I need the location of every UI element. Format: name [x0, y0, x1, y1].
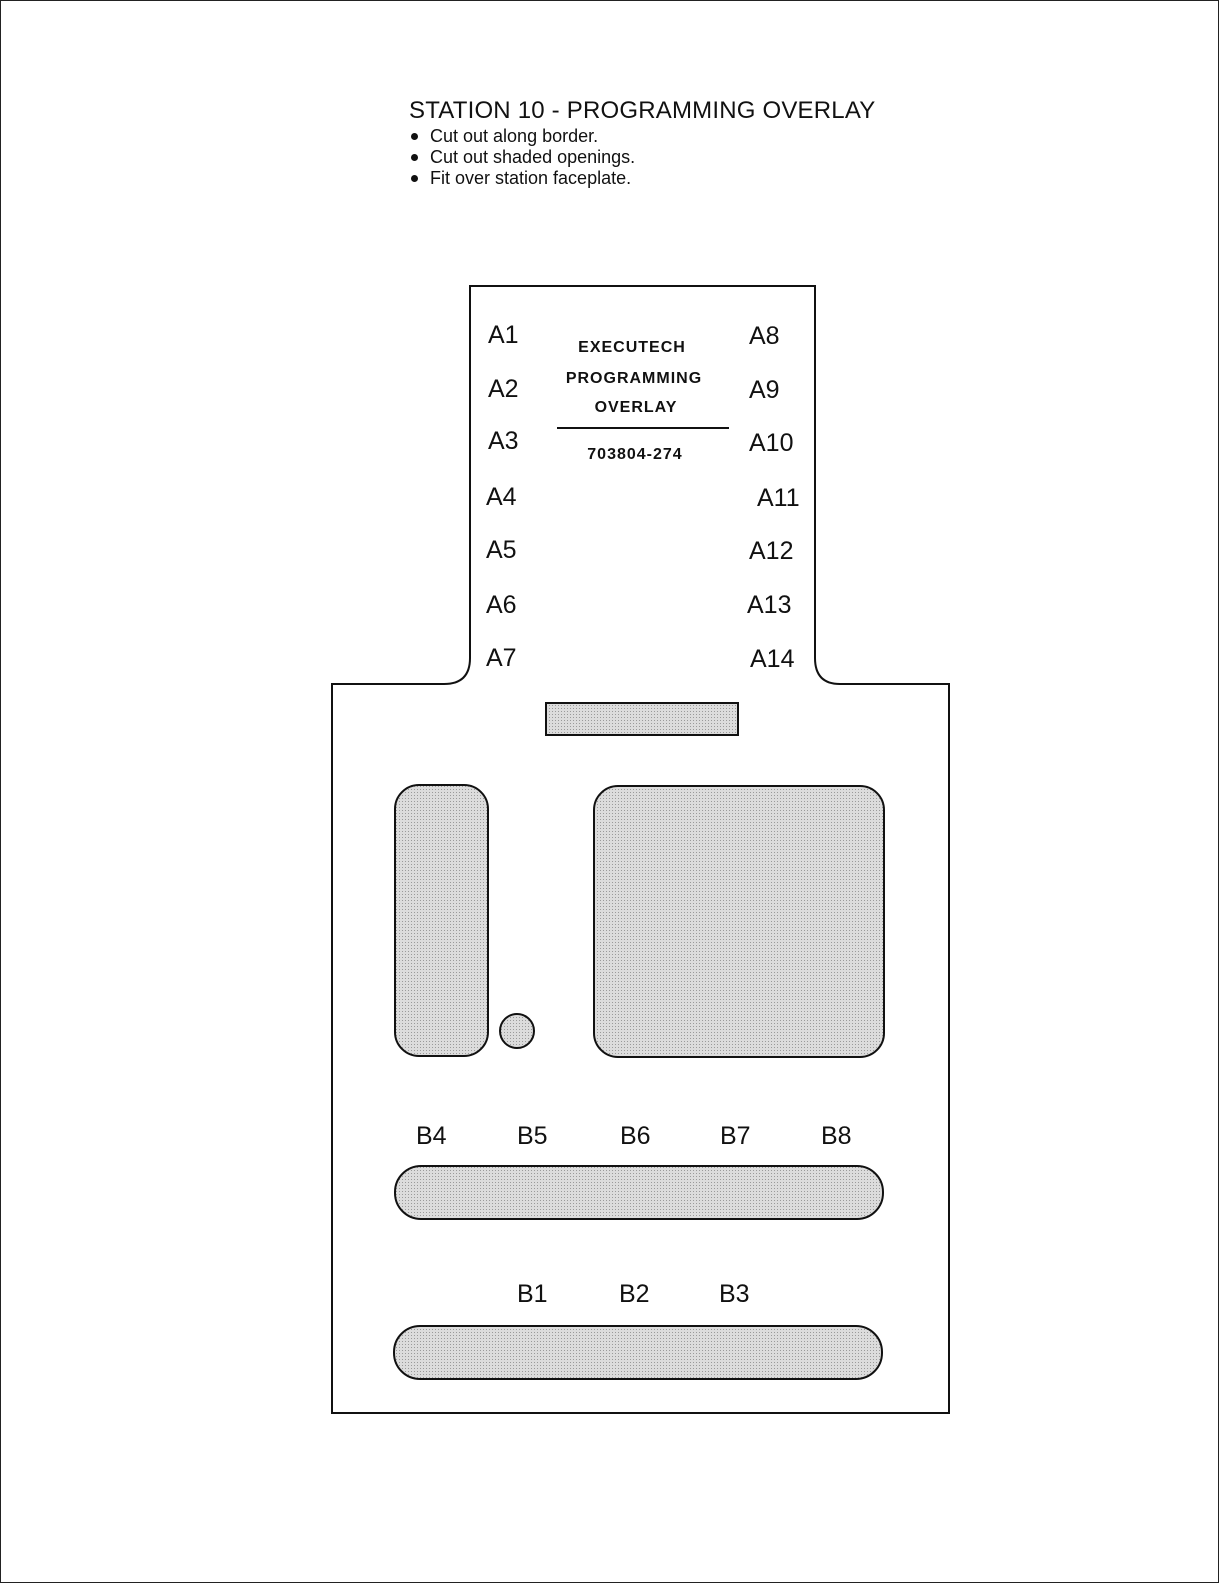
- indicator-opening: [500, 1014, 534, 1048]
- key-label-a7: A7: [486, 644, 517, 672]
- brand-programming: PROGRAMMING: [565, 370, 703, 387]
- instruction-fit-faceplate: Fit over station faceplate.: [409, 168, 929, 189]
- key-label-b5: B5: [517, 1122, 548, 1150]
- key-label-a14: A14: [750, 645, 795, 673]
- key-label-a2: A2: [488, 375, 519, 403]
- key-label-a10: A10: [749, 429, 794, 457]
- key-label-b6: B6: [620, 1122, 651, 1150]
- left-tall-opening: [395, 785, 488, 1056]
- key-label-b7: B7: [720, 1122, 751, 1150]
- key-label-a3: A3: [488, 427, 519, 455]
- key-label-b4: B4: [416, 1122, 447, 1150]
- lower-b-key-strip-opening: [394, 1326, 882, 1379]
- instruction-cut-openings: Cut out shaded openings.: [409, 147, 929, 168]
- key-label-a11: A11: [757, 484, 800, 512]
- display-slot-opening: [546, 703, 738, 735]
- key-label-b8: B8: [821, 1122, 852, 1150]
- key-label-b1: B1: [517, 1280, 548, 1308]
- key-label-a9: A9: [749, 376, 780, 404]
- part-number: 703804-274: [587, 446, 683, 463]
- brand-name: EXECUTECH: [578, 339, 686, 356]
- key-label-a4: A4: [486, 483, 517, 511]
- key-label-a1: A1: [488, 321, 519, 349]
- key-label-a6: A6: [486, 591, 517, 619]
- key-label-a8: A8: [749, 322, 780, 350]
- brand-overlay: OVERLAY: [594, 399, 678, 416]
- keypad-opening: [594, 786, 884, 1057]
- page-title: STATION 10 - PROGRAMMING OVERLAY: [409, 97, 876, 124]
- upper-b-key-strip-opening: [395, 1166, 883, 1219]
- key-label-a12: A12: [749, 537, 794, 565]
- instruction-cut-border: Cut out along border.: [409, 126, 929, 147]
- key-label-b2: B2: [619, 1280, 650, 1308]
- key-label-b3: B3: [719, 1280, 750, 1308]
- key-label-a13: A13: [747, 591, 792, 619]
- key-label-a5: A5: [486, 536, 517, 564]
